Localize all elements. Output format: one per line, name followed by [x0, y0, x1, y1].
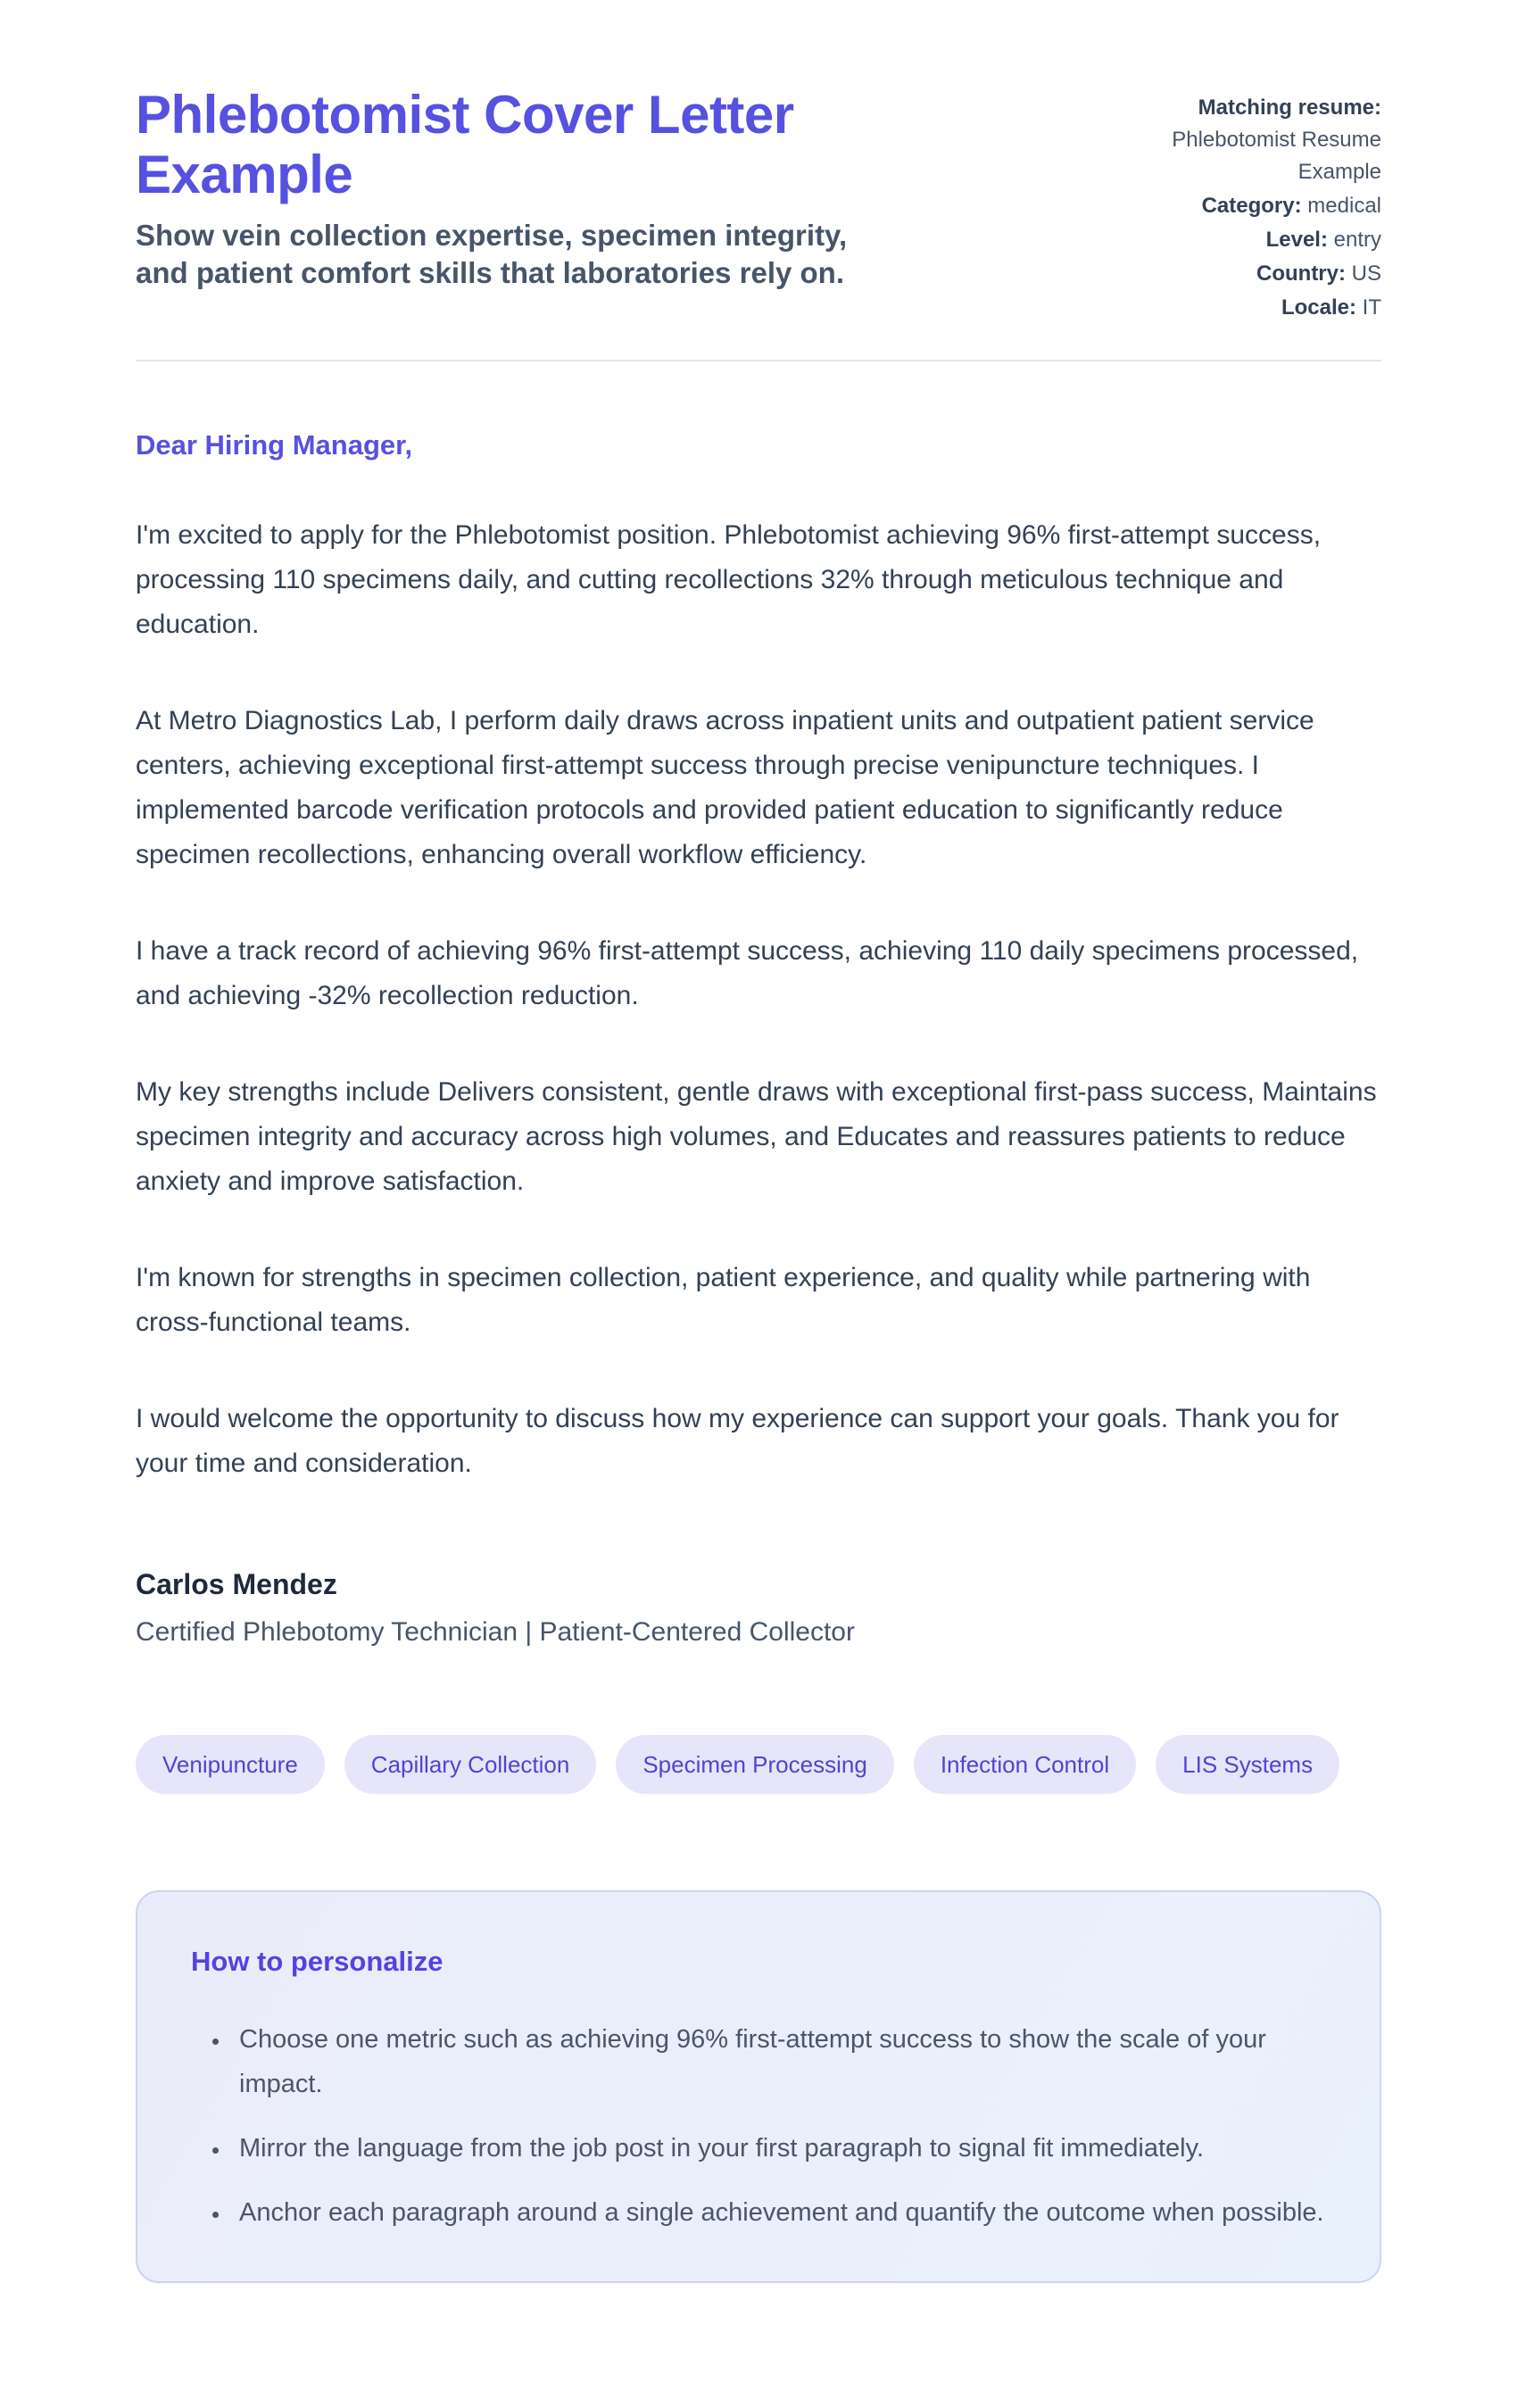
tip-box-title: How to personalize — [191, 1946, 443, 1977]
letter-paragraph-1: I'm excited to apply for the Phlebotomist position. Phlebotomist achieving 96% first-attempt success, processing 110 specimens daily, and cutting recollections 32% through meticulous technique and education. — [136, 520, 1322, 639]
how-to-personalize-box — [136, 1890, 1381, 2283]
tip-item-1: • Choose one metric such as achieving 96% first-attempt success to show the scale of your impact. — [230, 2017, 1326, 2106]
signature-role: Certified Phlebotomy Technician | Patient-Centered Collector — [136, 1617, 855, 1647]
tip-item-2: • Mirror the language from the job post in your first paragraph to signal fit immediately. — [230, 2126, 1326, 2171]
meta-country-label: Country: — [1256, 262, 1346, 286]
meta-matching-value: Phlebotomist Resume Example — [1172, 128, 1381, 184]
header-divider — [136, 360, 1381, 361]
tag-capillary-collection[interactable]: Capillary Collection — [344, 1735, 597, 1794]
page-subtitle: Show vein collection expertise, specimen integrity, and patient comfort skills that laboratories rely on. — [136, 219, 848, 290]
tag-specimen-processing[interactable]: Specimen Processing — [616, 1735, 893, 1794]
page-header — [136, 85, 1381, 324]
meta-locale-value: IT — [1362, 295, 1381, 320]
meta-locale-label: Locale: — [1281, 295, 1356, 320]
tag-lis-systems[interactable]: LIS Systems — [1156, 1735, 1339, 1794]
tag-venipuncture[interactable]: Venipuncture — [136, 1735, 325, 1794]
meta-country — [1087, 258, 1381, 290]
meta-matching-label: Matching resume: — [1198, 95, 1381, 120]
letter-paragraph-5: I'm known for strengths in specimen collection, patient experience, and quality while partnering with cross-functional teams. — [136, 1263, 1311, 1337]
meta-level-value: entry — [1333, 228, 1381, 252]
meta-matching-resume — [1087, 92, 1381, 188]
tip-list — [191, 2017, 1326, 2235]
meta-locale — [1087, 292, 1381, 324]
letter-paragraph-6: I would welcome the opportunity to discuss how my experience can support your goals. Thank you for your time and consideration. — [136, 1404, 1339, 1478]
letter-paragraph-2: At Metro Diagnostics Lab, I perform daily draws across inpatient units and outpatient patient service centers, achieving exceptional first-attempt success through precise venipuncture techniques. I implemented barcode verification protocols and provided patient education to significantly reduce specimen recollections, enhancing overall workflow efficiency. — [136, 706, 1314, 869]
skill-tags — [136, 1735, 1381, 1794]
signature-name: Carlos Mendez — [136, 1568, 337, 1600]
cover-letter-body — [136, 429, 1381, 1648]
meta-category — [1087, 190, 1381, 222]
tag-infection-control[interactable]: Infection Control — [914, 1735, 1136, 1794]
tip-item-3: • Anchor each paragraph around a single achievement and quantify the outcome when possible. — [230, 2190, 1326, 2235]
meta-category-value: medical — [1307, 194, 1381, 218]
meta-category-label: Category: — [1201, 194, 1302, 218]
letter-paragraph-4: My key strengths include Delivers consistent, gentle draws with exceptional first-pass success, Maintains specimen integrity and accuracy across high volumes, and Educates and reassures patients to reduce anxiety and improve satisfaction. — [136, 1077, 1377, 1196]
letter-paragraph-3: I have a track record of achieving 96% first-attempt success, achieving 110 daily specimens processed, and achieving -32% recollection reduction. — [136, 936, 1359, 1010]
page-title: Phlebotomist Cover Letter Example — [136, 85, 794, 205]
meta-country-value: US — [1351, 262, 1381, 286]
resume-meta — [1087, 85, 1381, 324]
meta-level-label: Level: — [1265, 228, 1328, 252]
meta-level — [1087, 224, 1381, 256]
letter-greeting: Dear Hiring Manager, — [136, 429, 413, 461]
header-title-block — [136, 85, 885, 292]
signature-block — [136, 1568, 1381, 1648]
